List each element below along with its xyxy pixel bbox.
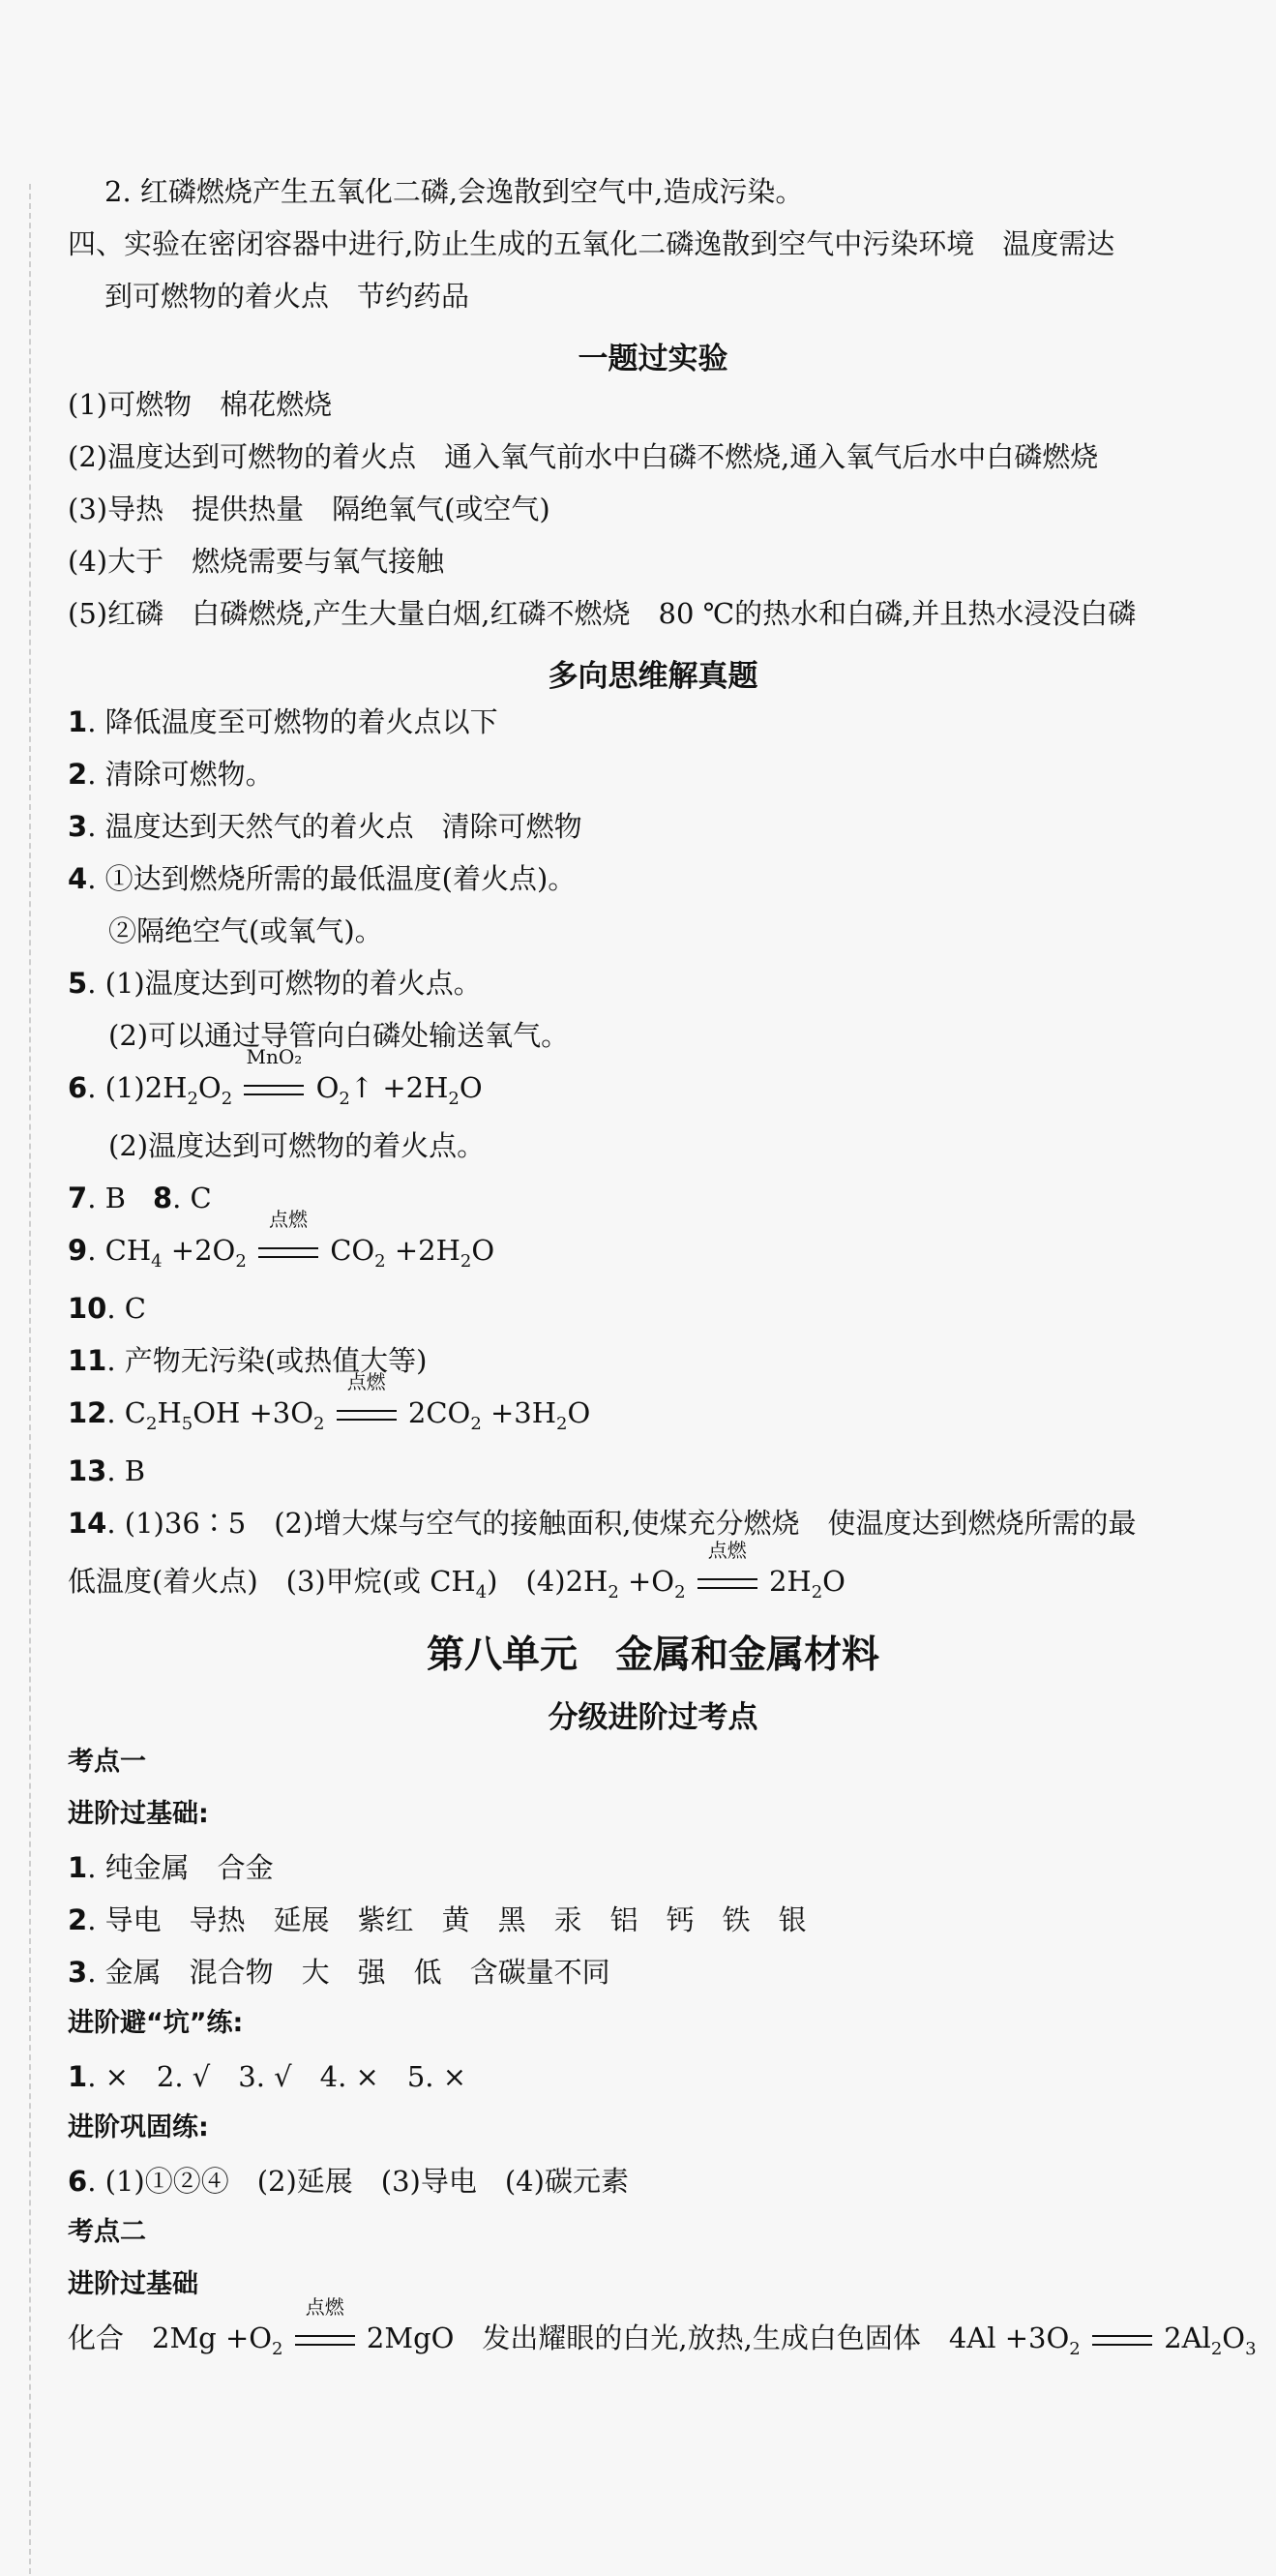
- chapter-title: 第八单元 金属和金属材料: [426, 1633, 879, 1677]
- question-2: 2. 清除可燃物。: [68, 758, 274, 791]
- question-6-sub: (2)温度达到可燃物的着火点。: [108, 1129, 486, 1162]
- question-5: 5. (1)温度达到可燃物的着火点。: [68, 967, 482, 1000]
- question-11: 11. 产物无污染(或热值大等): [68, 1344, 428, 1377]
- question-7-8: 7. B 8. C: [68, 1182, 212, 1214]
- experiment-item: (4)大于 燃烧需要与氧气接触: [68, 545, 445, 578]
- consolidate-6: 6. (1)①②④ (2)延展 (3)导电 (4)碳元素: [68, 2165, 629, 2198]
- question-14: 14. (1)36∶5 (2)增大煤与空气的接触面积,使煤充分燃烧 使温度达到燃烧所需的最: [68, 1507, 1137, 1540]
- reaction-condition: 点燃: [292, 2321, 358, 2355]
- basic-heading: 进阶过基础:: [68, 1799, 209, 1829]
- question-3: 3. 温度达到天然气的着火点 清除可燃物: [68, 810, 582, 843]
- reaction-condition: 点燃: [255, 1233, 321, 1268]
- answer-line: 四、实验在密闭容器中进行,防止生成的五氧化二磷逸散到空气中污染环境 温度需达: [68, 227, 1115, 260]
- experiment-item: (3)导热 提供热量 隔绝氧气(或空气): [68, 493, 550, 525]
- reaction-condition: 点燃: [334, 1395, 400, 1430]
- question-9-equation: 9. $CH_4 +2O_2$ 点燃 $CO_2 +2H_2O$: [68, 1208, 495, 1272]
- true-false-answers: 1. × 2. √ 3. √ 4. × 5. ×: [68, 2060, 467, 2093]
- experiment-item: (5)红磷 白磷燃烧,产生大量白烟,红磷不燃烧 80 ℃的热水和白磷,并且热水浸没白磷: [68, 597, 1137, 630]
- question-10: 10. C: [68, 1292, 146, 1325]
- answer-line: 2. 红磷燃烧产生五氧化二磷,会逸散到空气中,造成污染。: [104, 175, 804, 208]
- question-5-sub: (2)可以通过导管向白磷处输送氧气。: [108, 1019, 570, 1052]
- question-6-equation: 6. $(1)2H_2O_2$ MnO₂ $O_2↑ +2H_2O$: [68, 1045, 483, 1109]
- binding-margin-line: [29, 184, 31, 2574]
- avoid-pit-heading: 进阶避“坑”练:: [68, 2008, 244, 2038]
- section-title-experiment: 一题过实验: [578, 342, 728, 376]
- basic-3: 3. 金属 混合物 大 强 低 含碳量不同: [68, 1956, 610, 1989]
- question-4-sub: ②隔绝空气(或氧气)。: [108, 914, 383, 947]
- question-14-continued: 低温度(着火点) (3)甲烷(或 $CH_4$) $(4)2H_2 +O_2$ 点燃 $2H_2O$: [68, 1539, 846, 1603]
- basic-heading-2: 进阶过基础: [68, 2269, 198, 2299]
- question-1: 1. 降低温度至可燃物的着火点以下: [68, 705, 498, 738]
- exam-point-2: 考点二: [68, 2217, 146, 2247]
- consolidate-heading: 进阶巩固练:: [68, 2112, 209, 2142]
- basic-2: 2. 导电 导热 延展 紫红 黄 黑 汞 铝 钙 铁 银: [68, 1903, 807, 1936]
- exam-point-1: 考点一: [68, 1747, 146, 1777]
- reaction-condition: MnO₂: [241, 1070, 307, 1105]
- magnesium-aluminum-line: 化合 $2Mg +O_2$ 点燃 2MgO 发出耀眼的白光,放热,生成白色固体 $4Al +3O_2$ $2Al_2O_3$: [68, 2295, 1257, 2359]
- basic-1: 1. 纯金属 合金: [68, 1851, 274, 1884]
- section-title-multi: 多向思维解真题: [548, 659, 758, 694]
- experiment-item: (1)可燃物 棉花燃烧: [68, 388, 333, 421]
- reaction-condition: [1089, 2321, 1155, 2355]
- chapter-subtitle: 分级进阶过考点: [548, 1700, 758, 1735]
- answer-line: 到可燃物的着火点 节约药品: [104, 280, 470, 313]
- question-13: 13. B: [68, 1454, 146, 1487]
- answer-page: [68, 174, 1257, 2379]
- experiment-item: (2)温度达到可燃物的着火点 通入氧气前水中白磷不燃烧,通入氧气后水中白磷燃烧: [68, 440, 1099, 473]
- question-4: 4. ①达到燃烧所需的最低温度(着火点)。: [68, 862, 577, 895]
- reaction-condition: 点燃: [695, 1564, 760, 1599]
- question-12-equation: 12. $C_2H_5OH +3O_2$ 点燃 $2CO_2 +3H_2O$: [68, 1370, 591, 1434]
